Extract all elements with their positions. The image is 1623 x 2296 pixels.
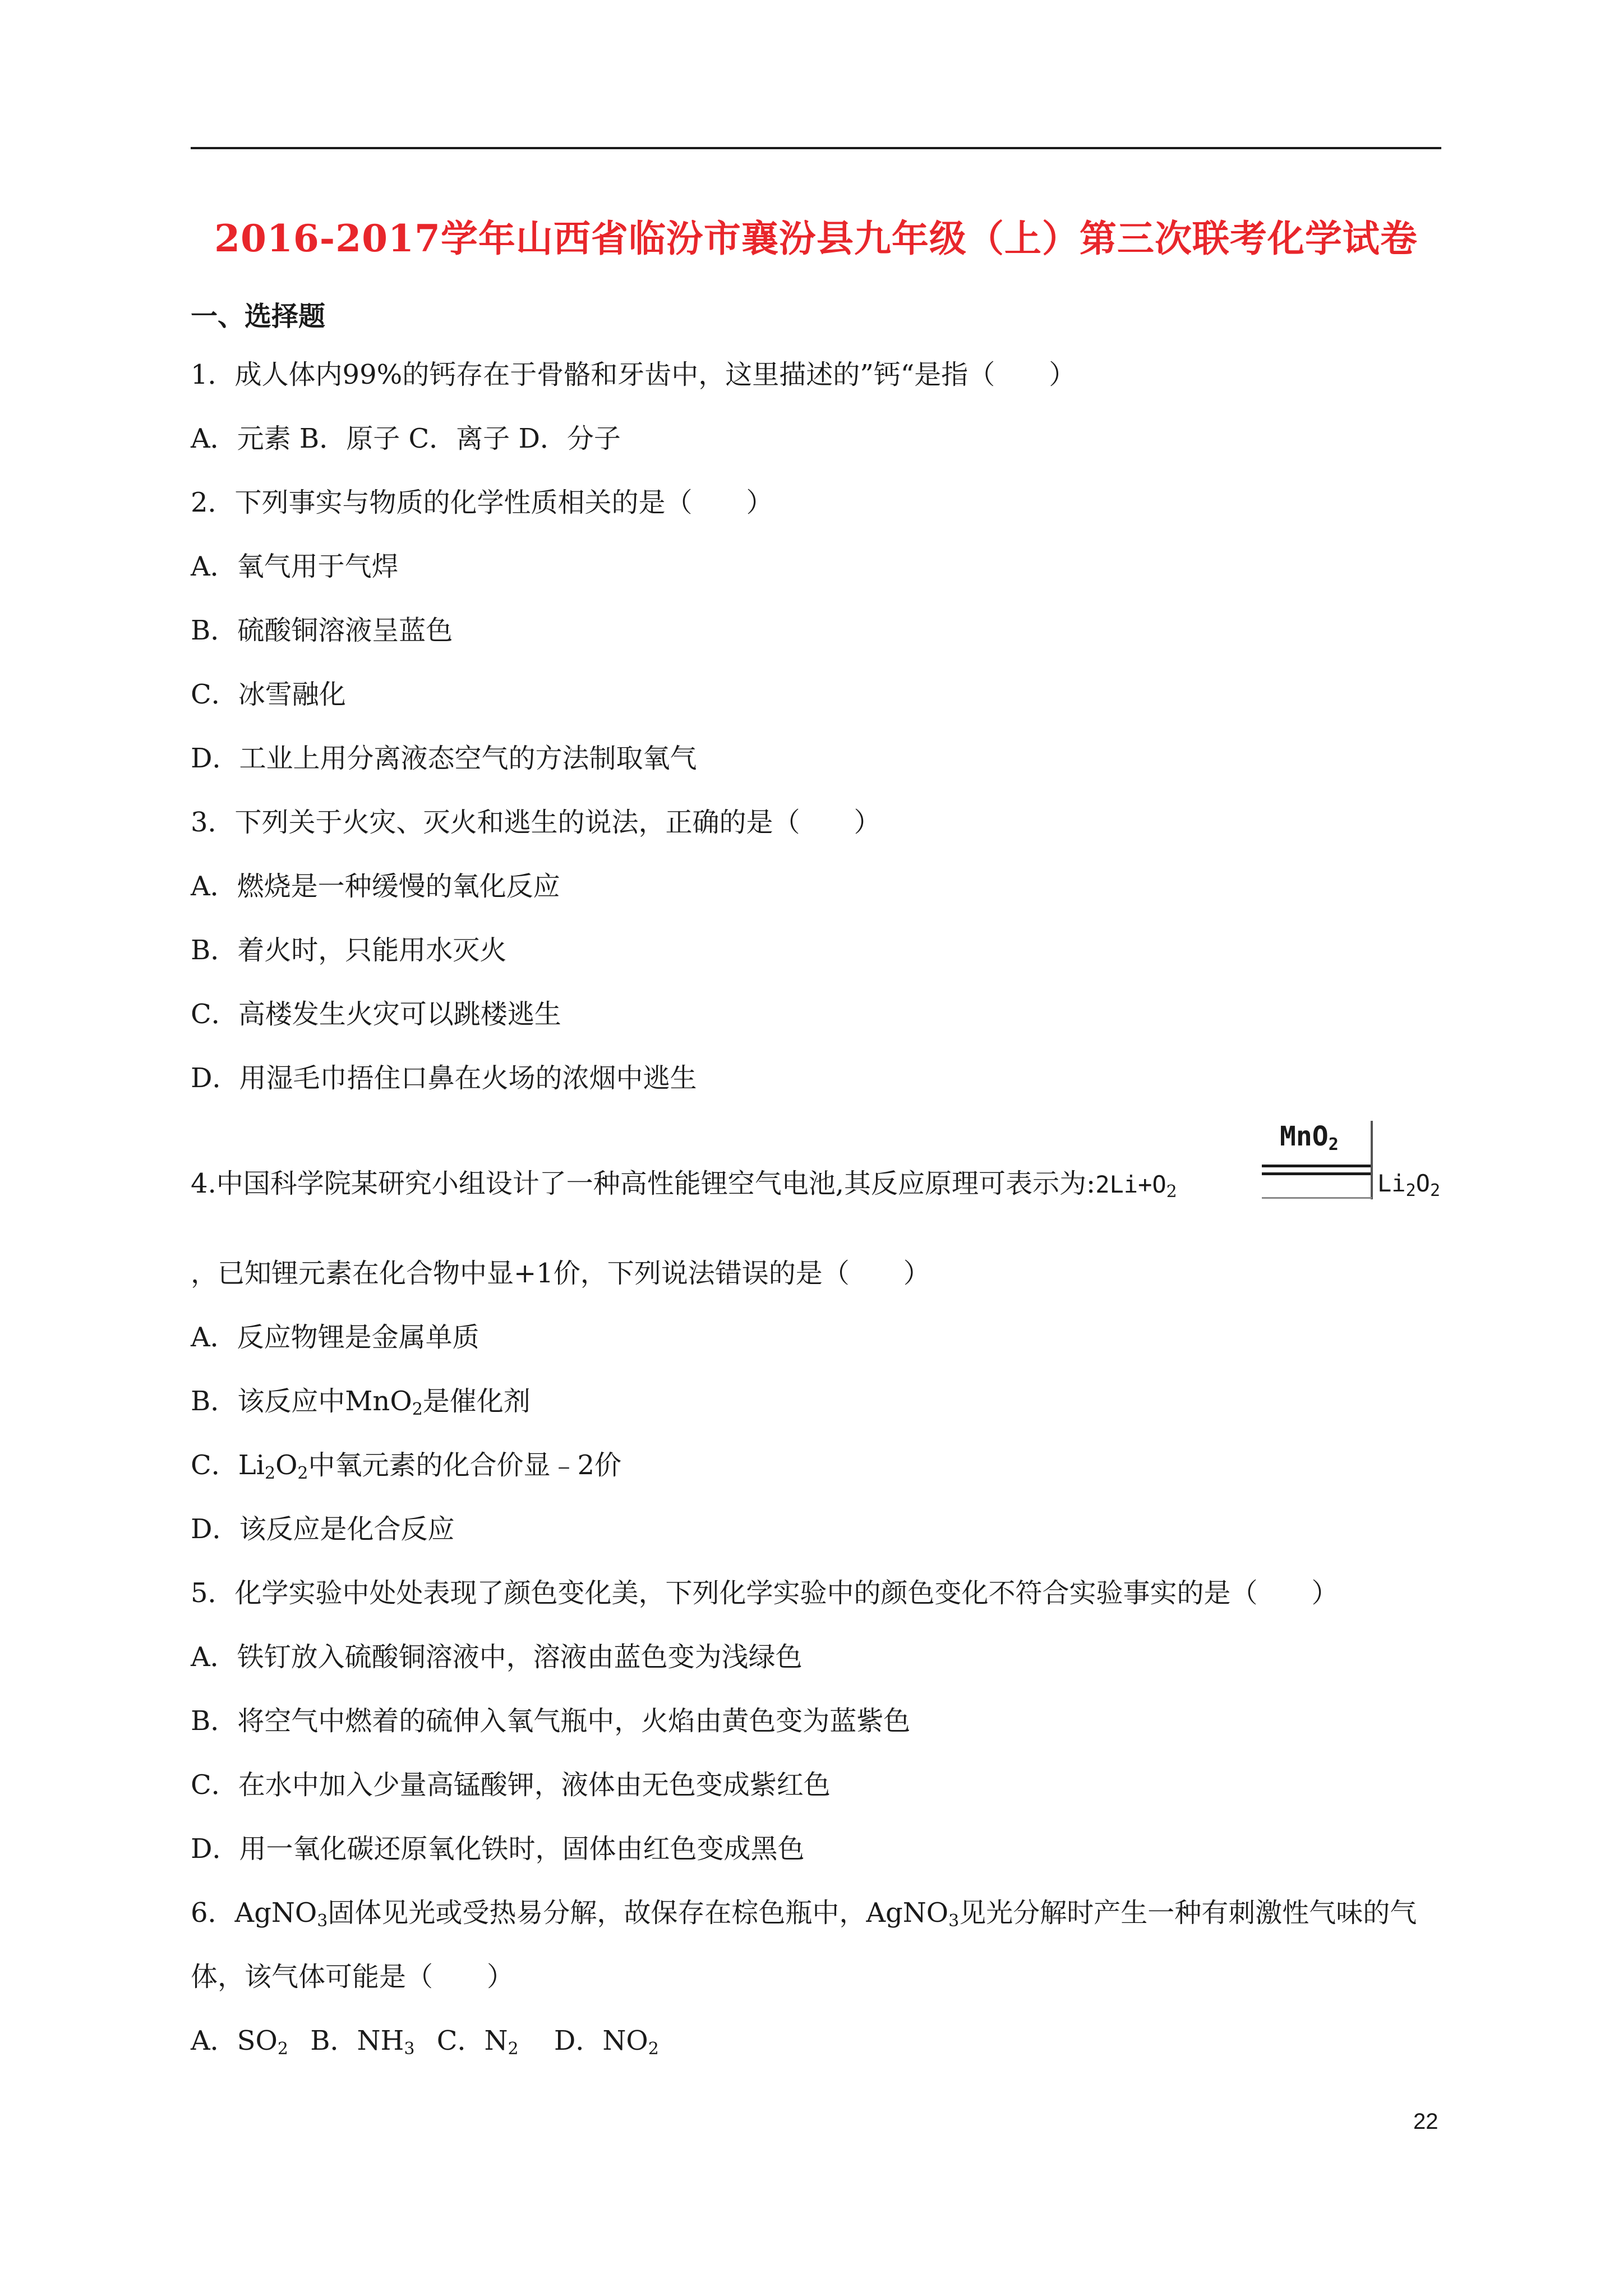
q4-eq-left: 2Li+O — [1095, 1171, 1166, 1198]
page-number: 22 — [1413, 2109, 1438, 2134]
q6-option-c-text: C．N — [436, 2025, 508, 2056]
q6-option-d-sub: 2 — [648, 2039, 659, 2059]
q4-option-b — [191, 1384, 531, 1418]
q3-option-c: C．高楼发生火灾可以跳楼逃生 — [191, 999, 561, 1030]
q2-option-d: D．工业上用分离液态空气的方法制取氧气 — [191, 743, 697, 774]
arrow-right-edge — [1371, 1121, 1373, 1199]
q5-option-a: A．铁钉放入硫酸铜溶液中，溶液由蓝色变为浅绿色 — [191, 1641, 803, 1673]
q6-l1-a: 6．AgNO — [191, 1897, 317, 1929]
q6-option-a-sub: 2 — [277, 2039, 288, 2059]
q4-stem-2: ，已知锂元素在化合物中显+1价，下列说法错误的是（ ） — [191, 1258, 930, 1289]
q4-product-sub2: 2 — [1430, 1181, 1440, 1200]
q1-stem: 1．成人体内99%的钙存在于骨骼和牙齿中，这里描述的”钙“是指（ ） — [191, 359, 1076, 390]
q6-option-b-text: B．NH — [310, 2025, 404, 2056]
equals-bar-top — [1262, 1165, 1372, 1167]
reaction-arrow — [1256, 1121, 1374, 1199]
q6-stem-line2: 体，该气体可能是（ ） — [191, 1961, 514, 1993]
q6-stem-line1 — [191, 1896, 1417, 1930]
q4-option-c-mid: O — [275, 1450, 298, 1481]
q4-option-c-sub1: 2 — [264, 1464, 276, 1483]
q6-option-b — [310, 2025, 415, 2059]
equals-bar-bottom — [1262, 1172, 1372, 1175]
exam-title: 2016-2017学年山西省临汾市襄汾县九年级（上）第三次联考化学试卷 — [214, 217, 1418, 260]
q6-option-c — [436, 2025, 519, 2059]
q4-option-d: D．该反应是化合反应 — [191, 1513, 455, 1545]
q6-option-d-text: D．NO — [554, 2025, 648, 2056]
q2-option-a: A．氧气用于气焊 — [191, 551, 399, 582]
header-rule — [191, 147, 1441, 149]
q6-l1-b: 固体见光或受热易分解，故保存在棕色瓶中，AgNO — [328, 1897, 949, 1929]
q5-stem: 5．化学实验中处处表现了颜色变化美，下列化学实验中的颜色变化不符合实验事实的是（ ） — [191, 1577, 1339, 1609]
q6-option-b-sub: 3 — [404, 2039, 415, 2059]
q2-stem: 2．下列事实与物质的化学性质相关的是（ ） — [191, 487, 773, 518]
q6-option-c-sub: 2 — [508, 2039, 519, 2059]
q6-l1-sub1: 3 — [317, 1911, 328, 1931]
q3-stem: 3．下列关于火灾、灭火和逃生的说法，正确的是（ ） — [191, 807, 881, 838]
q3-option-d: D．用湿毛巾捂住口鼻在火场的浓烟中逃生 — [191, 1062, 697, 1094]
q4-option-a: A．反应物锂是金属单质 — [191, 1322, 479, 1353]
q1-options: A．元素 B．原子 C．离子 D．分子 — [191, 423, 621, 454]
q6-option-a-text: A．SO — [191, 2025, 278, 2056]
q6-l1-sub2: 3 — [948, 1911, 960, 1931]
q5-option-c: C．在水中加入少量高锰酸钾，液体由无色变成紫红色 — [191, 1769, 831, 1801]
q4-eq-left-sub: 2 — [1166, 1182, 1177, 1202]
q4-option-b-post: 是催化剂 — [422, 1386, 531, 1417]
catalyst-label — [1280, 1121, 1339, 1152]
q4-option-b-pre: B．该反应中MnO — [191, 1386, 412, 1417]
q4-stem — [191, 1167, 1177, 1202]
q6-options — [191, 2024, 659, 2058]
q3-option-a: A．燃烧是一种缓慢的氧化反应 — [191, 871, 560, 902]
arrow-baseline — [1262, 1197, 1372, 1199]
q4-option-c-pre: C．Li — [191, 1450, 265, 1481]
catalyst-sub: 2 — [1328, 1135, 1339, 1154]
q2-option-c: C．冰雪融化 — [191, 679, 346, 710]
q5-option-b: B．将空气中燃着的硫伸入氧气瓶中，火焰由黄色变为蓝紫色 — [191, 1705, 911, 1737]
q3-option-b: B．着火时，只能用水灭火 — [191, 935, 507, 966]
q5-option-d: D．用一氧化碳还原氧化铁时，固体由红色变成黑色 — [191, 1833, 805, 1865]
q6-l1-c: 见光分解时产生一种有刺激性气味的气 — [959, 1897, 1417, 1929]
q4-product-li: Li — [1377, 1170, 1406, 1197]
q6-option-d — [554, 2025, 659, 2059]
q2-option-b: B．硫酸铜溶液呈蓝色 — [191, 615, 453, 646]
q4-product-sub1: 2 — [1405, 1181, 1416, 1200]
section-heading: 一、选择题 — [191, 301, 326, 332]
q4-option-c-post: 中氧元素的化合价显﹣2价 — [308, 1450, 622, 1481]
catalyst-formula: MnO — [1280, 1121, 1329, 1152]
q4-option-c-sub2: 2 — [297, 1464, 308, 1483]
q4-option-c — [191, 1448, 621, 1482]
q4-stem-text: 4.中国科学院某研究小组设计了一种高性能锂空气电池,其反应原理可表示为: — [191, 1168, 1096, 1199]
q4-option-b-sub: 2 — [412, 1400, 423, 1419]
q4-product — [1377, 1167, 1440, 1200]
q6-option-a — [191, 2025, 288, 2059]
q4-product-o: O — [1415, 1170, 1430, 1197]
